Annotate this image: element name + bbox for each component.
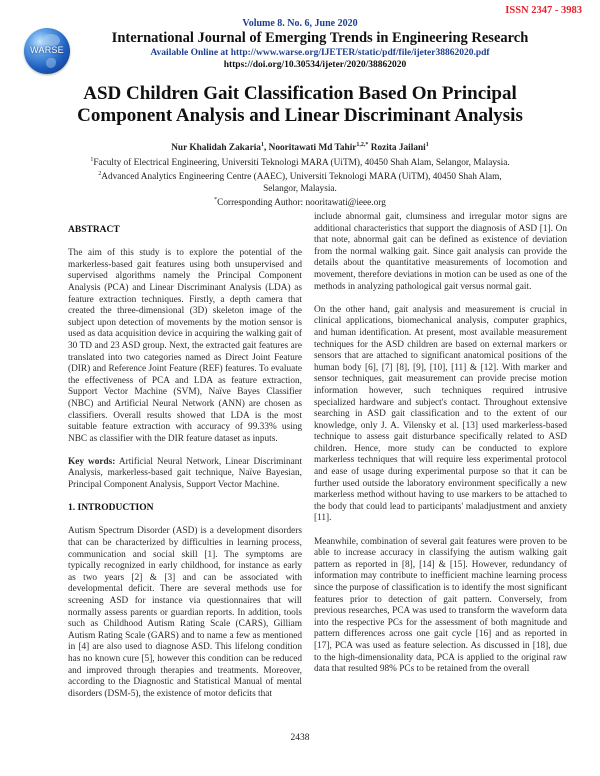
corresponding-marker: * (214, 197, 218, 204)
body-paragraph-1: include abnormal gait, clumsiness and irregular motor signs are additional characteristics that support the diagnosis of ASD [1]. On that note, abnormal gait can be defined as existence of deviation from the normal walking gait. Since gait analysis can provide the details about the quantitative measurements of locomotion and movement, therefore deviations in motion can be used as one of the methods in analyzing pathological gait versus normal gait. (314, 212, 567, 292)
keywords-text: Artificial Neural Network, Linear Discriminant Analysis, markerless-based gait technique, Naïve Bayesian, Principal Component Analysis, Support Vector Machine. (68, 456, 302, 491)
author-2: Nooritawati Md Tahir (268, 143, 357, 154)
author-separator: , (263, 143, 269, 154)
doi-link[interactable]: https://doi.org/10.30534/ijeter/2020/38862020 (223, 60, 407, 70)
page-number: 2438 (290, 733, 310, 743)
keywords (68, 457, 302, 492)
affiliation-1-marker: 1 (90, 156, 94, 163)
available-online-link[interactable]: Available Online at http://www.warse.org/IJETER/static/pdf/file/ijeter38862020.pdf (150, 48, 490, 58)
author-names (0, 140, 600, 155)
author-3: Rozita Jailani (370, 143, 426, 154)
body-paragraph-2: On the other hand, gait analysis and measurement is crucial in clinical applications, biomechanical analysis, computer graphics, and human identification. At present, most available measurement techniques for the ASD children are based on external markers or sensors that are attached to significant anatomical positions of the human body [6], [7] [8], [9], [10], [11] & [12]. With marker and sensor techniques, gait measurement can provide precise motion information however, such techniques required intrusive specialized hardware and subject's contact. Throughout extensive searching in ASD gait classification and to the extent of our knowledge, only J. A. Vilensky et al. [13] used markerless-based technique to assess gait disturbance specifically related to ASD children. Hence, more study can be conducted to explore markerless techniques that will require less experimental protocol and ease of usage during experimental purpose so that it can be further used outside the laboratory environment specifically a new markerless method without having to use markers to be attached to the body that could lead to participants' maladjustment and anxiety [11]. (314, 304, 567, 524)
author-1: Nur Khalidah Zakaria (171, 143, 261, 154)
author-2-affiliation: 1,2,* (356, 142, 369, 148)
abstract-heading: ABSTRACT (68, 225, 120, 235)
affiliation-2-cont: Selangor, Malaysia. (263, 183, 337, 194)
introduction-paragraph-1: Autism Spectrum Disorder (ASD) is a development disorders that can be characterized by difficulties in learning process, communication and social skill [1]. The symptoms are typically recognized in early childhood, for instance as early as two years [2] & [3] and can be associated with developmental deficit. There are several methods use for screening ASD for instance via questionnaires that will normally assess parents or guardian reports. In addition, tools such as Childhood Autism Rating Scale (CARS), Gilliam Autism Rating Scale (GARS) and to name a few as mentioned in [4] are also used to diagnose ASD. This lifelong condition has no known cure [5], however this condition can be reduced and improved through therapies and treatments. Moreover, according to the Diagnostic and Statistical Manual of mental disorders (DSM-5), the existence of motor deficits that (68, 526, 302, 699)
author-3-affiliation: 1 (425, 142, 429, 148)
author-block (0, 140, 600, 210)
affiliation-2 (0, 169, 600, 184)
affiliation-2-text: Advanced Analytics Engineering Centre (AAEC), Universiti Teknologi MARA (UiTM), 40450 Shah Alam, (101, 172, 502, 183)
right-column (314, 212, 567, 687)
journal-header (0, 17, 600, 71)
left-column (68, 225, 302, 712)
corresponding-author (0, 195, 600, 210)
author-1-affiliation: 1 (260, 142, 264, 148)
affiliation-1-text: Faculty of Electrical Engineering, Universiti Teknologi MARA (UiTM), 40450 Shah Alam, Selangor, Malaysia. (93, 157, 510, 168)
paper-title (0, 83, 600, 127)
title-line-2: Component Analysis and Linear Discriminant Analysis (77, 105, 523, 126)
keywords-label: Key words: (68, 456, 116, 467)
logo-text: WARSE (30, 45, 64, 55)
abstract-text: The aim of this study is to explore the potential of the markerless-based gait features using both unsupervised and supervised algorithms namely the Principal Component Analysis (PCA) and Linear Discriminant Analysis (LDA) as feature extraction techniques. Firstly, a depth camera that created the three-dimensional (3D) skeleton image of the subject upon detection of movements by the motion sensor is used as data acquisition device in acquiring the walking gait of 30 TD and 23 ASD group. Next, the extracted gait features are translated into two categories named as Direct Joint Feature (DIR) and Reference Joint Feature (REF) features. To evaluate the effectiveness of PCA and LDA as feature extraction, Support Vector Machine (SVM), Naïve Bayes Classifier (NBC) and Artificial Neural Network (ANN) are chosen as classifiers. Overall results showed that LDA is the most suitable feature extraction with accuracy of 99.33% using NBC as classifier with the DIR feature dataset as inputs. (68, 248, 302, 444)
introduction-heading: 1. INTRODUCTION (68, 503, 154, 514)
body-paragraph-3: Meanwhile, combination of several gait features were proven to be able to increase accuracy in classifying the autism walking gait pattern as reported in [8], [14] & [15]. However, redundancy of information may contribute to inefficient machine learning process since the purpose of classification is to identify the most significant features prior to detection of gait pattern. Conversely, from previous researches, PCA was used to transform the waveform data into the respective PCs for the assessment of both magnitude and pattern differences across one gait cycle [16] and as reported in [17], PCA was used as feature selection. As discussed in [18], due to the high-dimensionality data, PCA is applied to the original raw data that resulted 98% PCs to be retained from the overall (314, 536, 567, 675)
corresponding-author-text: Corresponding Author: nooritawati@ieee.org (217, 198, 386, 209)
volume-info: Volume 8. No. 6, June 2020 (242, 18, 358, 29)
journal-name: International Journal of Emerging Trends in Engineering Research (111, 30, 529, 46)
issn-label: ISSN 2347 - 3983 (505, 5, 582, 16)
affiliation-2-marker: 2 (98, 171, 102, 178)
affiliation-1 (0, 155, 600, 170)
title-line-1: ASD Children Gait Classification Based On Principal (83, 83, 517, 104)
